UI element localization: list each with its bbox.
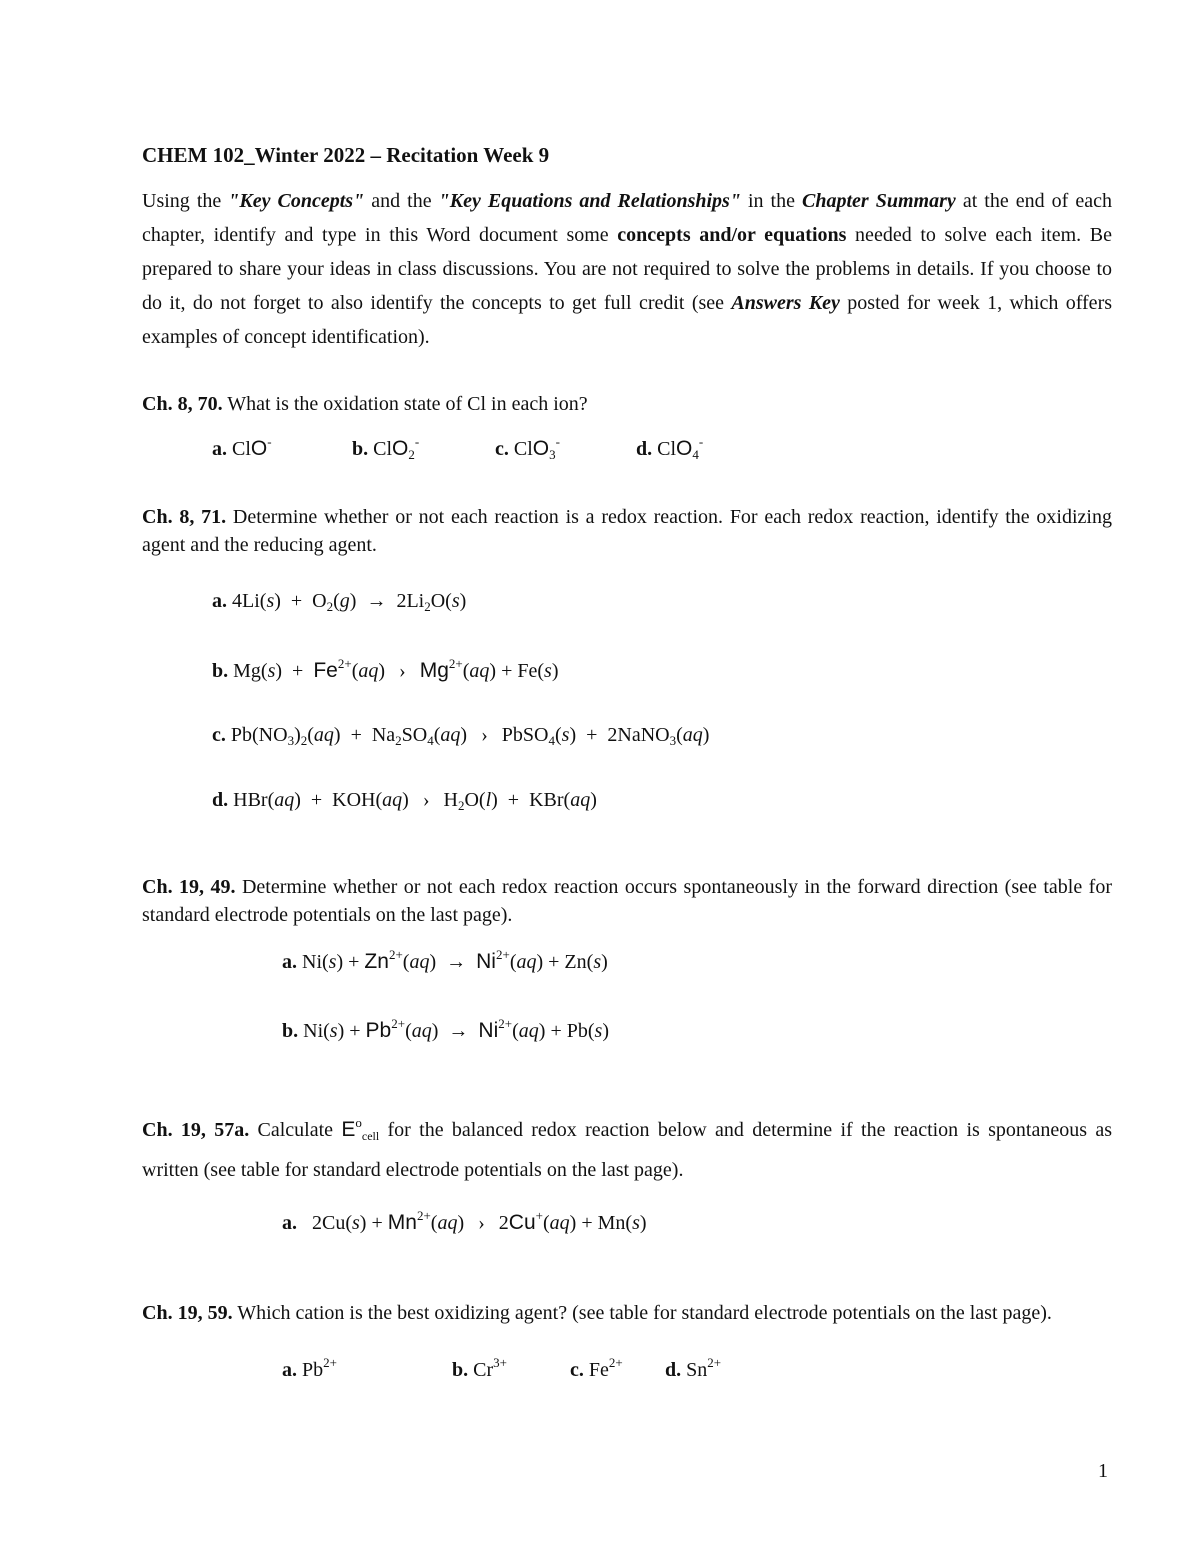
q2-reaction-a: a. $4Li(s) + O_2(g) \to 2Li_2O(s)$ — [212, 590, 467, 614]
q4-reaction-a: a. $2Cu(s) + Mn^{2+}(aq)$ › 2Cu+(aq) + Mn(s) — [282, 1208, 647, 1234]
chapter-summary-text: Chapter Summary — [802, 190, 956, 212]
question-ch19-59 — [142, 1299, 1112, 1327]
question-label: Ch. 8, 71. — [142, 506, 227, 528]
q3-reaction-a: a. $Ni(s) + Zn^{2+}(aq) \to Ni^{2+}(aq) + Zn(s)$ — [282, 947, 608, 973]
q3-reaction-b: b. $Ni(s) + Pb^{2+}(aq) \to Ni^{2+}(aq) + Pb(s)$ — [282, 1016, 609, 1042]
question-label: Ch. 8, 70. — [142, 393, 223, 415]
concepts-equations-text: concepts and/or equations — [617, 224, 847, 246]
intro-text: in the — [740, 190, 803, 212]
q5-option-d: d. $Sn^{2+}$ — [665, 1355, 722, 1381]
question-ch19-49 — [142, 873, 1112, 929]
answers-key-text: Answers Key — [731, 292, 840, 314]
q2-reaction-c: c. $Pb(NO_3)_2(aq) + Na_2SO_4(aq)$ › PbSO$_4$(s) + 2NaNO$_3$(aq) — [212, 724, 710, 748]
q5-option-a: a. $Pb^{2+}$ — [282, 1355, 337, 1381]
q1-option-a: a. ClO- — [212, 434, 272, 460]
q5-option-b: b. $Cr^{3+}$ — [452, 1355, 507, 1381]
q1-option-d: d. ClO$_4$- — [636, 434, 704, 462]
q2-reaction-b: b. $Mg(s) + Fe^{2+}(aq)$ › $Mg^{2+}(aq) + Fe(s)$ — [212, 656, 559, 682]
intro-text: at the end of each chapter, identify and type in this Word document some — [142, 190, 1113, 246]
question-text: Determine whether or not each redox reaction occurs spontaneously in the forward direction (see table for standard electrode potentials on the last page). — [142, 876, 1112, 926]
q2-reaction-d: d. HBr(aq) + KOH(aq) › $H_2O(l) + KBr(aq)$ — [212, 789, 597, 813]
key-concepts-text: "Key Concepts" — [228, 190, 365, 212]
page-number: 1 — [1098, 1460, 1108, 1482]
question-ch19-57a: Ch. 19, 57a. Calculate $E^o_{cell}$ for the balanced redox reaction below and determine if the reaction is spontaneous as written (see table for standard electrode potentials on the last page). — [142, 1115, 1112, 1181]
intro-text: posted for week 1, which offers examples of concept identification). — [142, 292, 1113, 348]
question-label: Ch. 19, 57a. — [142, 1119, 250, 1141]
question-ch8-70 — [142, 390, 1112, 418]
q1-option-b: b. ClO$_2$- — [352, 434, 420, 462]
question-text: for the balanced redox reaction below and determine if the reaction is spontaneous as written (see table for standard electrode potentials on the last page). — [142, 1119, 1112, 1181]
question-text: What is the oxidation state of Cl in each ion? — [222, 393, 588, 415]
q5-option-c: c. $Fe^{2+}$ — [570, 1355, 623, 1381]
intro-text: needed to solve each item. Be prepared to share your ideas in class discussions. You are not required to solve the problems in details. If you choose to do it, do not forget to also identify the concepts to get full credit (see — [142, 224, 1112, 314]
ecell-symbol: E — [341, 1118, 356, 1141]
question-ch8-71 — [142, 503, 1112, 559]
question-text: Calculate — [249, 1119, 342, 1141]
instructions-paragraph — [142, 184, 1112, 354]
intro-text: and the — [364, 190, 439, 212]
question-text: Which cation is the best oxidizing agent? (see table for standard electrode potentials on the last page). — [232, 1302, 1052, 1324]
q1-option-c: c. ClO$_3$- — [495, 434, 560, 462]
question-text: Determine whether or not each reaction is a redox reaction. For each redox reaction, identify the oxidizing agent and the reducing agent. — [142, 506, 1112, 556]
question-label: Ch. 19, 59. — [142, 1302, 233, 1324]
key-equations-text: "Key Equations and Relationships" — [438, 190, 741, 212]
intro-text: Using the — [142, 190, 229, 212]
document-title: CHEM 102_Winter 2022 – Recitation Week 9 — [142, 143, 550, 167]
question-label: Ch. 19, 49. — [142, 876, 236, 898]
